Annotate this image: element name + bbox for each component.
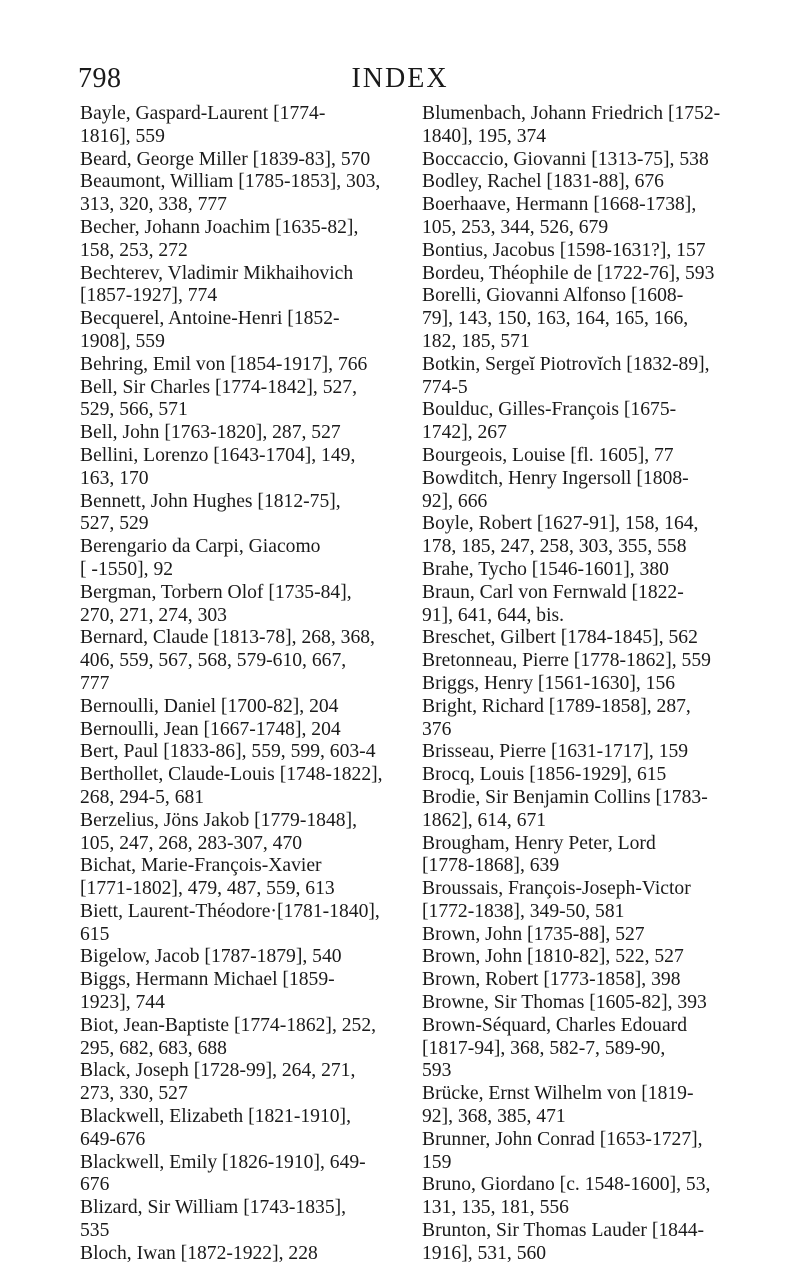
index-entry-continuation: 535 <box>80 1220 110 1242</box>
index-entry <box>80 582 408 628</box>
index-entry-continuation: 527, 529 <box>80 513 149 535</box>
index-entry-heading: Biot, Jean-Baptiste [1774-1862], 252, <box>80 1014 377 1036</box>
index-entry-heading: Blizard, Sir William [1743-1835], <box>80 1197 347 1219</box>
index-entry-heading: Bernoulli, Jean [1667-1748], 204 <box>80 718 341 740</box>
index-entry-heading: Bowditch, Henry Ingersoll [1808- <box>422 467 689 489</box>
index-entry-heading: Brown, John [1735-88], 527 <box>422 923 645 945</box>
index-entry <box>80 810 408 856</box>
index-entry-heading: Becher, Johann Joachim [1635-82], <box>80 216 359 238</box>
index-entry-heading: Brougham, Henry Peter, Lord <box>422 832 656 854</box>
index-entry-heading: Berthollet, Claude-Louis [1748-1822], <box>80 764 383 786</box>
index-entry <box>80 855 408 901</box>
index-entry-continuation: 270, 271, 274, 303 <box>80 604 227 626</box>
index-entry-heading: Bodley, Rachel [1831-88], 676 <box>422 171 664 193</box>
index-entry <box>80 263 408 309</box>
index-entry-heading: Bourgeois, Louise [fl. 1605], 77 <box>422 444 674 466</box>
index-column-left <box>80 103 408 1266</box>
index-entry-heading: Bell, Sir Charles [1774-1842], 527, <box>80 376 358 398</box>
index-entry-heading: Becquerel, Antoine-Henri [1852- <box>80 308 340 330</box>
index-entry-continuation: 593 <box>422 1060 452 1082</box>
index-entry-heading: Black, Joseph [1728-99], 264, 271, <box>80 1060 356 1082</box>
index-entry-continuation: 163, 170 <box>80 467 149 489</box>
page-title: INDEX <box>351 63 449 94</box>
index-entry-heading: Bernoulli, Daniel [1700-82], 204 <box>80 695 339 717</box>
index-entry <box>422 764 750 787</box>
index-entry-heading: Boccaccio, Giovanni [1313-75], 538 <box>422 148 709 170</box>
index-entry-continuation: 1742], 267 <box>422 422 507 444</box>
index-entry <box>80 901 408 947</box>
index-column-right <box>422 103 750 1266</box>
index-entry <box>422 878 750 924</box>
index-entry-heading: Brown, John [1810-82], 522, 527 <box>422 946 684 968</box>
index-entry-heading: Boerhaave, Hermann [1668-1738], <box>422 194 697 216</box>
page-number: 798 <box>78 63 122 94</box>
index-entry <box>80 536 408 582</box>
index-entry-heading: Bergman, Torbern Olof [1735-84], <box>80 581 352 603</box>
index-entry <box>422 513 750 559</box>
index-entry-heading: Brahe, Tycho [1546-1601], 380 <box>422 558 669 580</box>
index-entry <box>80 719 408 742</box>
index-entry-heading: Bordeu, Théophile de [1722-76], 593 <box>422 262 715 284</box>
index-entry <box>422 696 750 742</box>
index-entry-continuation: 676 <box>80 1174 110 1196</box>
index-entry-heading: Browne, Sir Thomas [1605-82], 393 <box>422 992 707 1014</box>
index-entry <box>80 946 408 969</box>
index-entry-continuation: 376 <box>422 718 452 740</box>
index-entry <box>80 969 408 1015</box>
index-entry <box>422 741 750 764</box>
index-entry-heading: Biggs, Hermann Michael [1859- <box>80 969 335 991</box>
index-entry-heading: Brunner, John Conrad [1653-1727], <box>422 1128 703 1150</box>
index-entry-heading: Blackwell, Elizabeth [1821-1910], <box>80 1106 351 1128</box>
index-entry-continuation: 313, 320, 338, 777 <box>80 194 227 216</box>
index-entry <box>80 1152 408 1198</box>
index-entry-heading: Blumenbach, Johann Friedrich [1752- <box>422 103 721 124</box>
index-entry <box>422 1220 750 1266</box>
index-entry <box>422 1015 750 1083</box>
index-entry-heading: Bell, John [1763-1820], 287, 527 <box>80 422 341 444</box>
index-entry-continuation: 91], 641, 644, bis. <box>422 604 565 626</box>
index-entry-continuation: 159 <box>422 1151 452 1173</box>
index-entry <box>80 696 408 719</box>
index-entry-continuation: [1857-1927], 774 <box>80 285 218 307</box>
index-entry-continuation: [1772-1838], 349-50, 581 <box>422 900 625 922</box>
index-entry-heading: Borelli, Giovanni Alfonso [1608- <box>422 285 684 307</box>
index-entry <box>422 103 750 149</box>
index-entry <box>422 399 750 445</box>
index-entry <box>80 149 408 172</box>
index-entry-continuation: [ -1550], 92 <box>80 558 174 580</box>
index-entry-heading: Breschet, Gilbert [1784-1845], 562 <box>422 627 698 649</box>
index-entry <box>422 263 750 286</box>
index-entry-heading: Bontius, Jacobus [1598-1631?], 157 <box>422 239 706 261</box>
index-entry-continuation: [1771-1802], 479, 487, 559, 613 <box>80 878 335 900</box>
index-entry-continuation: 79], 143, 150, 163, 164, 165, 166, <box>422 308 689 330</box>
index-entry-continuation: 273, 330, 527 <box>80 1083 188 1105</box>
index-entry <box>80 171 408 217</box>
index-entry-continuation: 105, 247, 268, 283-307, 470 <box>80 832 303 854</box>
index-entry-heading: Briggs, Henry [1561-1630], 156 <box>422 672 676 694</box>
index-entry-heading: Bloch, Iwan [1872-1922], 228 <box>80 1242 318 1264</box>
index-entry <box>422 582 750 628</box>
index-entry-continuation: 1908], 559 <box>80 330 165 352</box>
index-entry <box>80 1015 408 1061</box>
index-entry <box>422 992 750 1015</box>
index-entry <box>80 1060 408 1106</box>
index-entry-heading: Brown-Séquard, Charles Edouard <box>422 1014 687 1036</box>
index-entry-continuation: 529, 566, 571 <box>80 399 188 421</box>
index-entry-continuation: 268, 294-5, 681 <box>80 786 205 808</box>
index-entry <box>80 627 408 695</box>
index-entry <box>80 217 408 263</box>
index-entry <box>422 924 750 947</box>
index-entry-continuation: 295, 682, 683, 688 <box>80 1037 227 1059</box>
index-entry-heading: Brunton, Sir Thomas Lauder [1844- <box>422 1220 705 1242</box>
index-entry <box>422 1083 750 1129</box>
index-entry <box>80 354 408 377</box>
index-entry <box>422 285 750 353</box>
index-entry-heading: Bert, Paul [1833-86], 559, 599, 603-4 <box>80 741 376 763</box>
index-entry-heading: Berzelius, Jöns Jakob [1779-1848], <box>80 809 357 831</box>
index-entry-heading: Brodie, Sir Benjamin Collins [1783- <box>422 786 708 808</box>
index-entry <box>422 969 750 992</box>
index-entry-continuation: 131, 135, 181, 556 <box>422 1197 569 1219</box>
index-entry <box>80 377 408 423</box>
index-entry-continuation: 105, 253, 344, 526, 679 <box>422 216 609 238</box>
index-entry-heading: Berengario da Carpi, Giacomo <box>80 536 321 558</box>
index-entry-heading: Blackwell, Emily [1826-1910], 649- <box>80 1151 366 1173</box>
index-entry-heading: Brocq, Louis [1856-1929], 615 <box>422 764 667 786</box>
index-entry-heading: Bruno, Giordano [c. 1548-1600], 53, <box>422 1174 711 1196</box>
index-entry-continuation: 92], 666 <box>422 490 488 512</box>
index-entry <box>422 171 750 194</box>
index-entry-continuation: 774-5 <box>422 376 468 398</box>
index-entry-heading: Bayle, Gaspard-Laurent [1774- <box>80 103 326 124</box>
index-entry <box>422 240 750 263</box>
index-entry-heading: Broussais, François-Joseph-Victor <box>422 878 691 900</box>
index-entry-heading: Brisseau, Pierre [1631-1717], 159 <box>422 741 689 763</box>
index-entry-heading: Brücke, Ernst Wilhelm von [1819- <box>422 1083 694 1105</box>
index-entry-heading: Bellini, Lorenzo [1643-1704], 149, <box>80 444 356 466</box>
index-entry-continuation: 1862], 614, 671 <box>422 809 547 831</box>
index-entry <box>80 308 408 354</box>
index-entry-heading: Braun, Carl von Fernwald [1822- <box>422 581 684 603</box>
index-entry-continuation: 649-676 <box>80 1128 146 1150</box>
index-entry-heading: Beard, George Miller [1839-83], 570 <box>80 148 371 170</box>
index-entry <box>422 559 750 582</box>
index-entry-heading: Biett, Laurent-Théodore·[1781-1840], <box>80 900 380 922</box>
index-entry-heading: Bichat, Marie-François-Xavier <box>80 855 322 877</box>
index-entry <box>422 833 750 879</box>
index-entry-continuation: [1778-1868], 639 <box>422 855 560 877</box>
index-entry-continuation: 1816], 559 <box>80 125 165 147</box>
index-entry <box>80 422 408 445</box>
index-entry-continuation: [1817-94], 368, 582-7, 589-90, <box>422 1037 666 1059</box>
index-entry-heading: Bernard, Claude [1813-78], 268, 368, <box>80 627 375 649</box>
index-entry-heading: Bigelow, Jacob [1787-1879], 540 <box>80 946 342 968</box>
index-entry <box>422 627 750 650</box>
index-entry <box>422 149 750 172</box>
index-entry-heading: Bretonneau, Pierre [1778-1862], 559 <box>422 650 711 672</box>
index-entry <box>80 741 408 764</box>
index-entry-continuation: 182, 185, 571 <box>422 330 530 352</box>
index-entry <box>422 673 750 696</box>
index-entry-continuation: 92], 368, 385, 471 <box>422 1106 566 1128</box>
index-entry <box>422 1129 750 1175</box>
index-entry <box>422 1174 750 1220</box>
index-entry-heading: Bright, Richard [1789-1858], 287, <box>422 695 691 717</box>
index-entry-heading: Brown, Robert [1773-1858], 398 <box>422 969 681 991</box>
index-entry-continuation: 1923], 744 <box>80 992 165 1014</box>
index-entry-heading: Beaumont, William [1785-1853], 303, <box>80 171 381 193</box>
index-entry-continuation: 178, 185, 247, 258, 303, 355, 558 <box>422 536 687 558</box>
index-entry <box>422 194 750 240</box>
index-entry <box>422 354 750 400</box>
index-entry-heading: Boyle, Robert [1627-91], 158, 164, <box>422 513 699 535</box>
index-entry <box>422 468 750 514</box>
index-entry <box>80 1197 408 1243</box>
index-entry-heading: Boulduc, Gilles-François [1675- <box>422 399 677 421</box>
index-entry-continuation: 615 <box>80 923 110 945</box>
index-entry-heading: Bechterev, Vladimir Mikhaihovich <box>80 262 354 284</box>
index-entry <box>80 1243 408 1266</box>
index-entry-continuation: 777 <box>80 672 110 694</box>
index-entry <box>422 787 750 833</box>
index-entry-continuation: 1916], 531, 560 <box>422 1242 547 1264</box>
index-entry <box>80 445 408 491</box>
index-entry <box>80 1106 408 1152</box>
index-entry <box>422 946 750 969</box>
index-entry <box>80 764 408 810</box>
index-entry-heading: Behring, Emil von [1854-1917], 766 <box>80 353 368 375</box>
index-entry <box>80 491 408 537</box>
index-entry-heading: Botkin, Sergeĭ Piotrovĭch [1832-89], <box>422 353 710 375</box>
index-entry-continuation: 1840], 195, 374 <box>422 125 547 147</box>
index-entry-heading: Bennett, John Hughes [1812-75], <box>80 490 341 512</box>
index-entry <box>80 103 408 149</box>
index-entry-continuation: 158, 253, 272 <box>80 239 188 261</box>
index-entry <box>422 445 750 468</box>
index-entry <box>422 650 750 673</box>
index-entry-continuation: 406, 559, 567, 568, 579-610, 667, <box>80 650 347 672</box>
